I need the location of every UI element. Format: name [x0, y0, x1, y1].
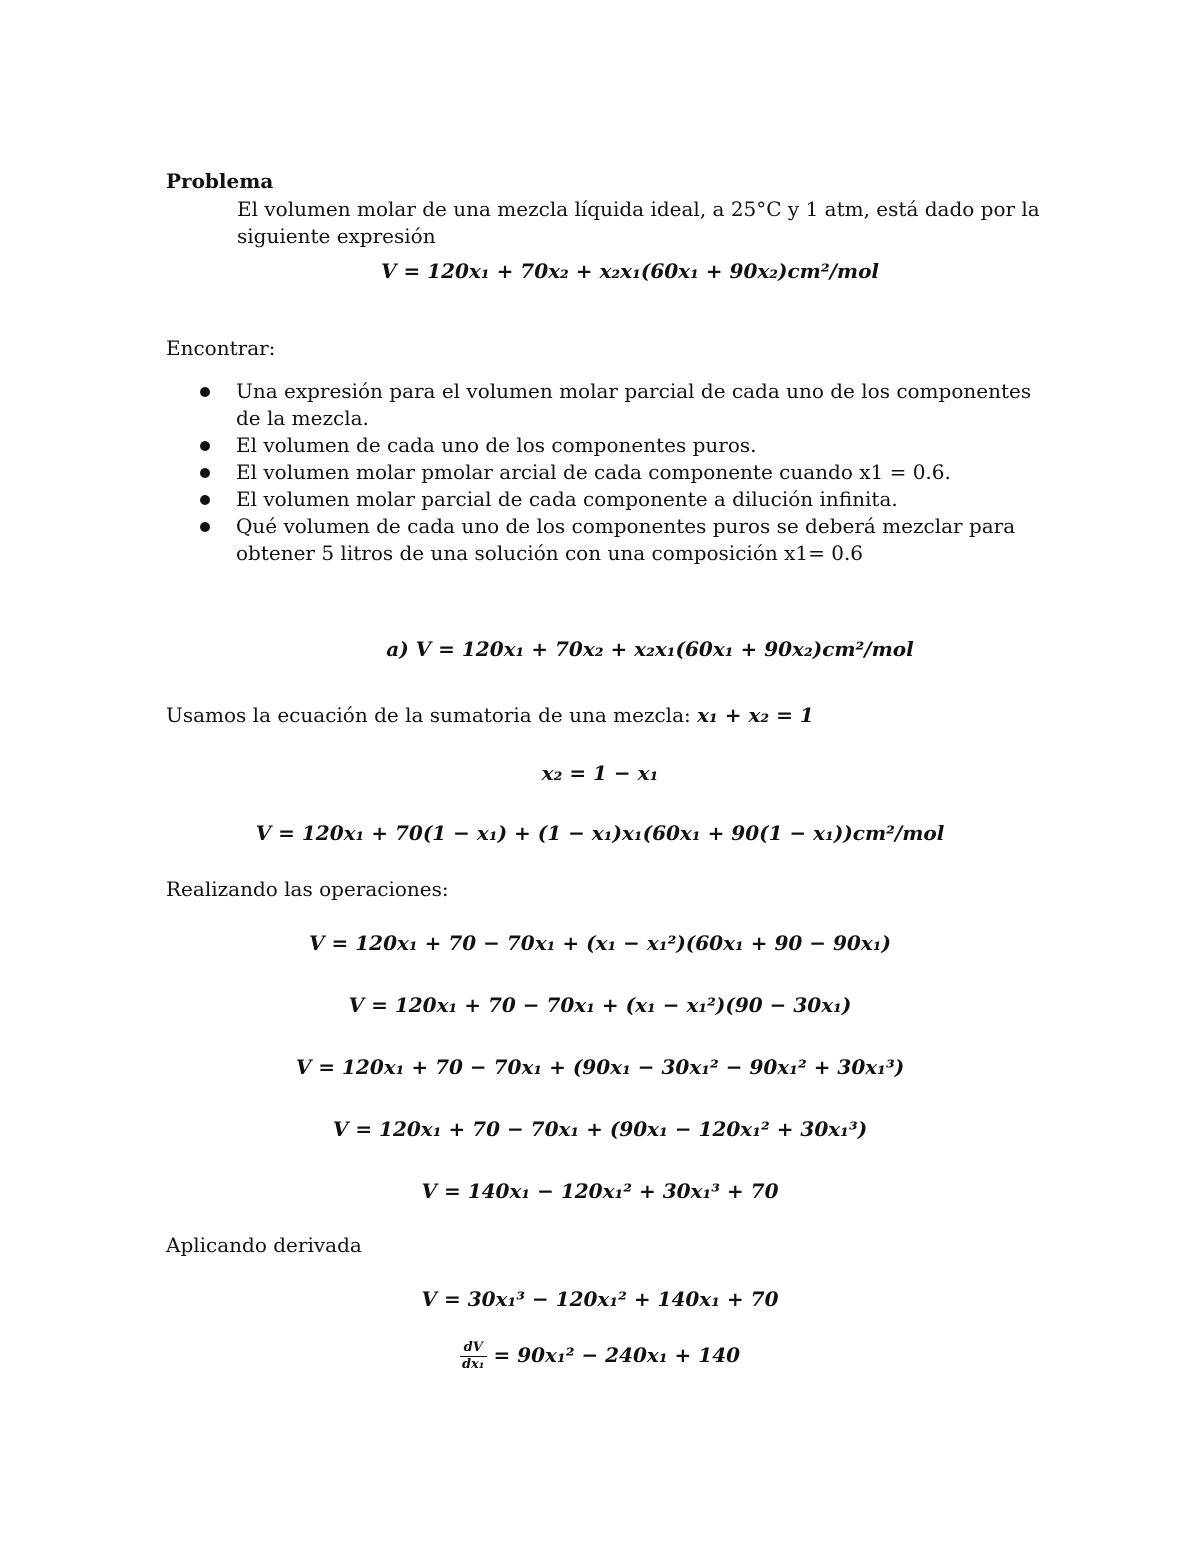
problem-statement-line2: siguiente expresión	[237, 224, 436, 248]
part-a-equation: a) V = 120x₁ + 70x₂ + x₂x₁(60x₁ + 90x₂)cm²/mol	[386, 637, 914, 661]
problem-heading: Problema	[166, 169, 274, 193]
derivative-rhs: = 90x₁² − 240x₁ + 140	[493, 1343, 741, 1367]
problem-equation: V = 120x₁ + 70x₂ + x₂x₁(60x₁ + 90x₂)cm²/mol	[380, 259, 880, 283]
find-label: Encontrar:	[166, 336, 276, 360]
step-equation: V = 120x₁ + 70 − 70x₁ + (90x₁ − 30x₁² − 90x₁² + 30x₁³)	[295, 1055, 905, 1079]
substituted-equation: V = 120x₁ + 70(1 − x₁) + (1 − x₁)x₁(60x₁ + 90(1 − x₁))cm²/mol	[255, 821, 945, 845]
find-item: El volumen molar pmolar arcial de cada componente cuando x1 = 0.6.	[196, 459, 1056, 486]
step-equation: V = 120x₁ + 70 − 70x₁ + (x₁ − x₁²)(90 − 30x₁)	[348, 993, 852, 1017]
fraction-numerator: dV	[460, 1340, 487, 1357]
sum-text: Usamos la ecuación de la sumatoria de una mezcla: x₁ + x₂ = 1	[166, 703, 814, 727]
step-equation: V = 120x₁ + 70 − 70x₁ + (90x₁ − 120x₁² + 30x₁³)	[332, 1117, 868, 1141]
find-item: El volumen molar parcial de cada componente a dilución infinita.	[196, 486, 1056, 513]
derivative-equation	[0, 1340, 1200, 1373]
problem-statement-line1: El volumen molar de una mezcla líquida ideal, a 25°C y 1 atm, está dado por la	[237, 197, 1040, 221]
step-equation: V = 140x₁ − 120x₁² + 30x₁³ + 70	[421, 1179, 779, 1203]
bullet-icon	[200, 468, 210, 478]
bullet-icon	[200, 495, 210, 505]
sum-equation: x₁ + x₂ = 1	[697, 703, 814, 727]
operations-label: Realizando las operaciones:	[166, 877, 449, 901]
step-equation: V = 120x₁ + 70 − 70x₁ + (x₁ − x₁²)(60x₁ + 90 − 90x₁)	[309, 931, 891, 955]
find-item: El volumen de cada uno de los componentes puros.	[196, 432, 1056, 459]
derivative-fraction	[460, 1340, 487, 1373]
derivative-label: Aplicando derivada	[166, 1233, 362, 1257]
find-item: Una expresión para el volumen molar parcial de cada uno de los componentes de la mezcla.	[196, 378, 1056, 432]
bullet-icon	[200, 441, 210, 451]
x2-equation: x₂ = 1 − x₁	[541, 761, 659, 785]
find-list	[196, 378, 1056, 567]
find-item: Qué volumen de cada uno de los componentes puros se deberá mezclar para obtener 5 litros de una solución con una composición x1= 0.6	[196, 513, 1056, 567]
fraction-denominator: dx₁	[461, 1357, 485, 1372]
bullet-icon	[200, 522, 210, 532]
bullet-icon	[200, 387, 210, 397]
ordered-equation: V = 30x₁³ − 120x₁² + 140x₁ + 70	[421, 1287, 779, 1311]
